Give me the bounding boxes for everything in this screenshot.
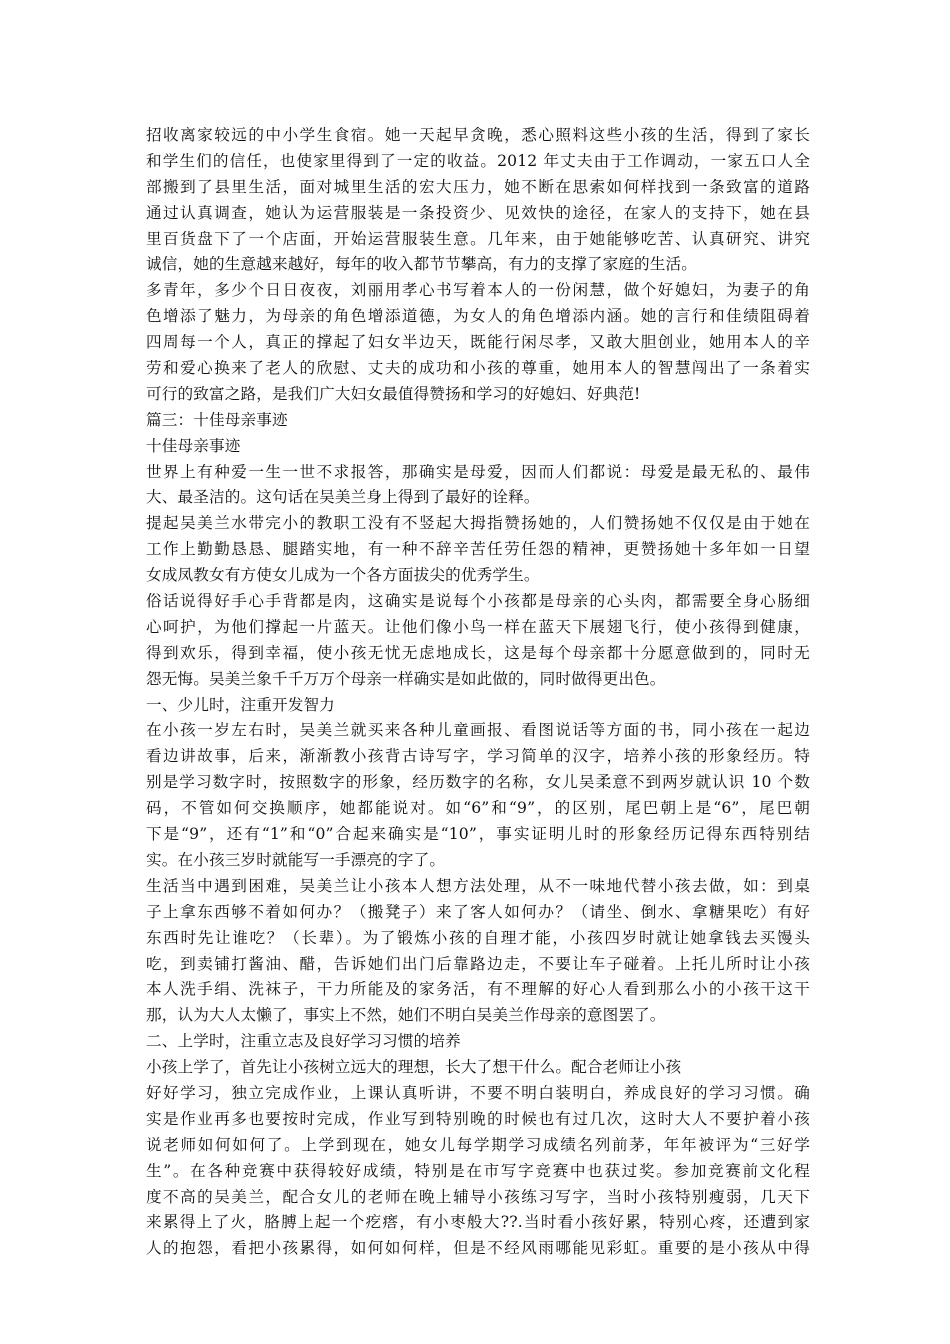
text-line: 部搬到了县里生活，面对城里生活的宏大压力，她不断在思索如何样找到一条致富的道路 [146,177,810,196]
text-line: 生”。在各种竞赛中获得较好成绩，特别是在市写字竞赛中也获过奖。参加竞赛前文化程 [146,1161,810,1180]
text-line: 二、上学时，注重立志及良好学习习惯的培养 [146,1032,461,1051]
text-line: 通过认真调查，她认为运营服装是一条投资少、见效快的途径，在家人的支持下，她在县 [146,203,810,222]
text-line: 和学生们的信任，也使家里得到了一定的收益。2012 年丈夫由于工作调动，一家五口人全 [146,151,810,170]
text-line: 说老师如何如何了。上学到现在，她女儿每学期学习成绩名列前茅，年年被评为“三好学 [146,1135,810,1154]
text-line: 俗话说得好手心手背都是肉，这确实是说每个小孩都是母亲的心头肉，都需要全身心肠细 [146,592,810,611]
text-line: 怨无悔。吴美兰象千千万万个母亲一样确实是如此做的，同时做得更出色。 [146,669,666,688]
text-line: 十佳母亲事迹 [146,436,241,455]
text-line: 吃，到卖铺打酱油、醋，告诉她们出门后靠路边走，不要让车子碰着。上托儿所时让小孩 [146,954,810,973]
text-line: 劳和爱心换来了老人的欣慰、丈夫的成功和小孩的尊重，她用本人的智慧闯出了一条着实 [146,359,810,378]
text-line: 提起吴美兰水带完小的教职工没有不竖起大拇指赞扬她的，人们赞扬她不仅仅是由于她在 [146,514,810,533]
text-line: 实是作业再多也要按时完成，作业写到特别晚的时候也有过几次，这时大人不要护着小孩 [146,1109,810,1128]
text-line: 世界上有种爱一生一世不求报答，那确实是母爱，因而人们都说：母爱是最无私的、最伟 [146,462,810,481]
text-line: 看边讲故事，后来，渐渐教小孩背古诗写字，学习简单的汉字，培养小孩的形象经历。特 [146,747,810,766]
text-line: 别是学习数字时，按照数字的形象，经历数字的名称，女儿吴柔意不到两岁就认识 10 个数 [146,773,810,792]
text-line: 得到欢乐，得到幸福，使小孩无忧无虑地成长，这是每个母亲都十分愿意做到的，同时无 [146,643,810,662]
text-line: 工作上勤勤恳恳、腿踏实地，有一种不辞辛苦任劳任怨的精神，更赞扬她十多年如一日望 [146,540,810,559]
text-line: 好好学习，独立完成作业，上课认真听讲，不要不明白装明白，养成良好的学习习惯。确 [146,1083,810,1102]
text-line: 来累得上了火，胳膊上起一个疙瘩，有小枣般大??.当时看小孩好累，特别心疼，还遭到家 [146,1213,810,1232]
text-line: 女成凤教女有方使女儿成为一个各方面拔尖的优秀学生。 [146,566,540,585]
text-line: 子上拿东西够不着如何办？（搬凳子）来了客人如何办？（请坐、倒水、拿糖果吃）有好 [146,902,810,921]
text-line: 码，不管如何交换顺序，她都能说对。如“6”和“9”，的区别，尾巴朝上是“6”，尾巴朝 [146,799,810,818]
text-line: 东西时先让谁吃？（长辈）。为了锻炼小孩的自理才能，小孩四岁时就让她拿钱去买馒头 [146,928,810,947]
text-line: 人的抱怨，看把小孩累得，如何如何样，但是不经风雨哪能见彩虹。重要的是小孩从中得 [146,1239,810,1258]
document-page [146,123,810,1262]
text-line: 色增添了魅力，为母亲的角色增添道德，为女人的角色增添内涵。她的言行和佳绩阻碍着 [146,307,810,326]
text-line: 招收离家较远的中小学生食宿。她一天起早贪晚，悉心照料这些小孩的生活，得到了家长 [146,126,810,144]
text-line: 诚信，她的生意越来越好，每年的收入都节节攀高，有力的支撑了家庭的生活。 [146,255,698,274]
text-line: 生活当中遇到困难，吴美兰让小孩本人想方法处理，从不一味地代替小孩去做，如：到桌 [146,876,810,895]
text-line: 大、最圣洁的。这句话在吴美兰身上得到了最好的诠释。 [146,488,540,507]
text-line: 下是“9”，还有“1”和“0”合起来确实是“10”，事实证明儿时的形象经历记得东西特别结 [146,825,810,844]
text-line: 小孩上学了，首先让小孩树立远大的理想，长大了想干什么。配合老师让小孩 [146,1058,682,1077]
text-line: 一、少儿时，注重开发智力 [146,695,335,714]
text-line: 心呵护，为他们撑起一片蓝天。让他们像小鸟一样在蓝天下展翅飞行，使小孩得到健康， [146,617,810,636]
text-line: 本人洗手绢、洗袜子，干力所能及的家务活，有不理解的好心人看到那么小的小孩干这干 [146,980,810,999]
text-line: 多青年，多少个日日夜夜，刘丽用孝心书写着本人的一份闲慧，做个好媳妇，为妻子的角 [146,281,810,300]
text-line: 里百货盘下了一个店面，开始运营服装生意。几年来，由于她能够吃苦、认真研究、讲究 [146,229,810,248]
text-line: 度不高的吴美兰，配合女儿的老师在晚上辅导小孩练习写字，当时小孩特别瘦弱，几天下 [146,1187,810,1206]
text-line: 可行的致富之路，是我们广大妇女最值得赞扬和学习的好媳妇、好典范! [146,384,641,403]
text-line: 在小孩一岁左右时，吴美兰就买来各种儿童画报、看图说话等方面的书，同小孩在一起边 [146,721,810,740]
text-line: 那，认为大人太懒了，事实上不然，她们不明白吴美兰作母亲的意图罢了。 [146,1006,666,1025]
text-line: 实。在小孩三岁时就能写一手漂亮的字了。 [146,850,446,869]
text-line: 篇三：十佳母亲事迹 [146,410,288,429]
text-line: 四周每一个人，真正的撑起了妇女半边天，既能行闲尽孝，又敢大胆创业，她用本人的辛 [146,333,810,352]
